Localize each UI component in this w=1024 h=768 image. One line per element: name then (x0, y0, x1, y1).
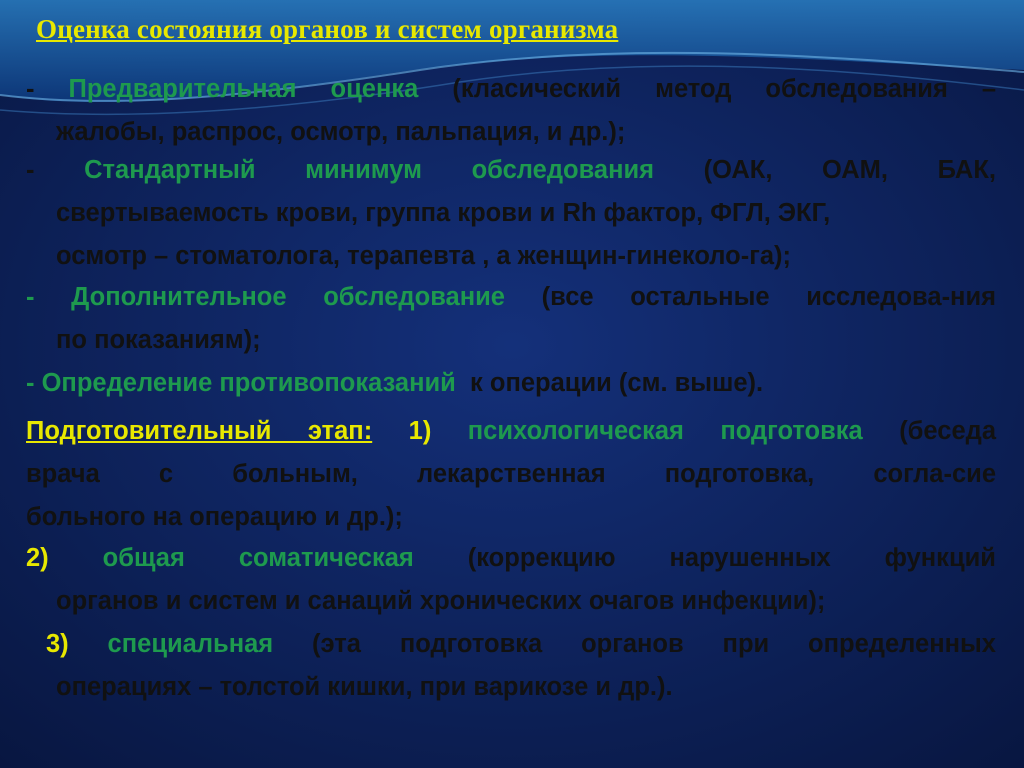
prep-stage-3 (26, 623, 996, 709)
list-line: операциях – толстой кишки, при варикозе и др.). (56, 673, 673, 701)
item-term: Предварительная оценка (68, 75, 419, 103)
list-line (26, 623, 996, 666)
prep-heading: Подготовительный этап: (26, 417, 373, 445)
prep-term: психологическая подготовка (467, 417, 863, 445)
list-line (26, 149, 996, 192)
item-term: Дополнительное обследование (71, 283, 505, 311)
list-line: жалобы, распрос, осмотр, пальпация, и др.); (56, 118, 626, 146)
list-line: больного на операцию и др.); (26, 503, 403, 531)
list-line (26, 537, 996, 580)
bullet-dash: - (26, 156, 35, 184)
item-text: (класический метод обследования – (452, 75, 997, 103)
item-text: (ОАК, ОАМ, БАК, (703, 156, 996, 184)
prep-number: 2) (26, 544, 49, 572)
list-line (26, 362, 996, 405)
prep-stage-2 (26, 537, 996, 623)
prep-term: специальная (107, 630, 274, 658)
slide-title: Оценка состояния органов и систем организма (36, 14, 619, 44)
prep-text: (беседа (899, 417, 997, 445)
item-term: Определение противопоказаний (41, 369, 456, 397)
list-line (26, 68, 996, 111)
bullet-dash: - (26, 75, 35, 103)
list-line: врача с больным, лекарственная подготовка, согла-сие (26, 460, 996, 488)
item-text: (все остальные исследова-ния (541, 283, 997, 311)
list-line (26, 410, 996, 453)
prep-stage-1 (26, 410, 996, 539)
list-item-standard-minimum (26, 149, 996, 278)
prep-number: 1) (408, 417, 432, 445)
item-text: к операции (см. выше). (470, 369, 764, 397)
list-item-preliminary (26, 68, 996, 154)
list-line: осмотр – стоматолога, терапевта , а женщин-гинеколо-га); (56, 242, 792, 270)
prep-text: (эта подготовка органов при определенных (312, 630, 996, 658)
prep-number: 3) (46, 630, 69, 658)
item-term: Стандартный минимум обследования (84, 156, 655, 184)
bullet-dash: - (26, 283, 35, 311)
list-item-additional (26, 276, 996, 362)
prep-text: (коррекцию нарушенных функций (467, 544, 996, 572)
list-line: свертываемость крови, группа крови и Rh фактор, ФГЛ, ЭКГ, (56, 199, 831, 227)
list-line: по показаниям); (56, 326, 261, 354)
list-line: органов и систем и санаций хронических очагов инфекции); (56, 587, 826, 615)
list-line (26, 276, 996, 319)
list-item-contraindications (26, 362, 996, 405)
bullet-dash: - (26, 369, 35, 397)
prep-term: общая соматическая (102, 544, 414, 572)
